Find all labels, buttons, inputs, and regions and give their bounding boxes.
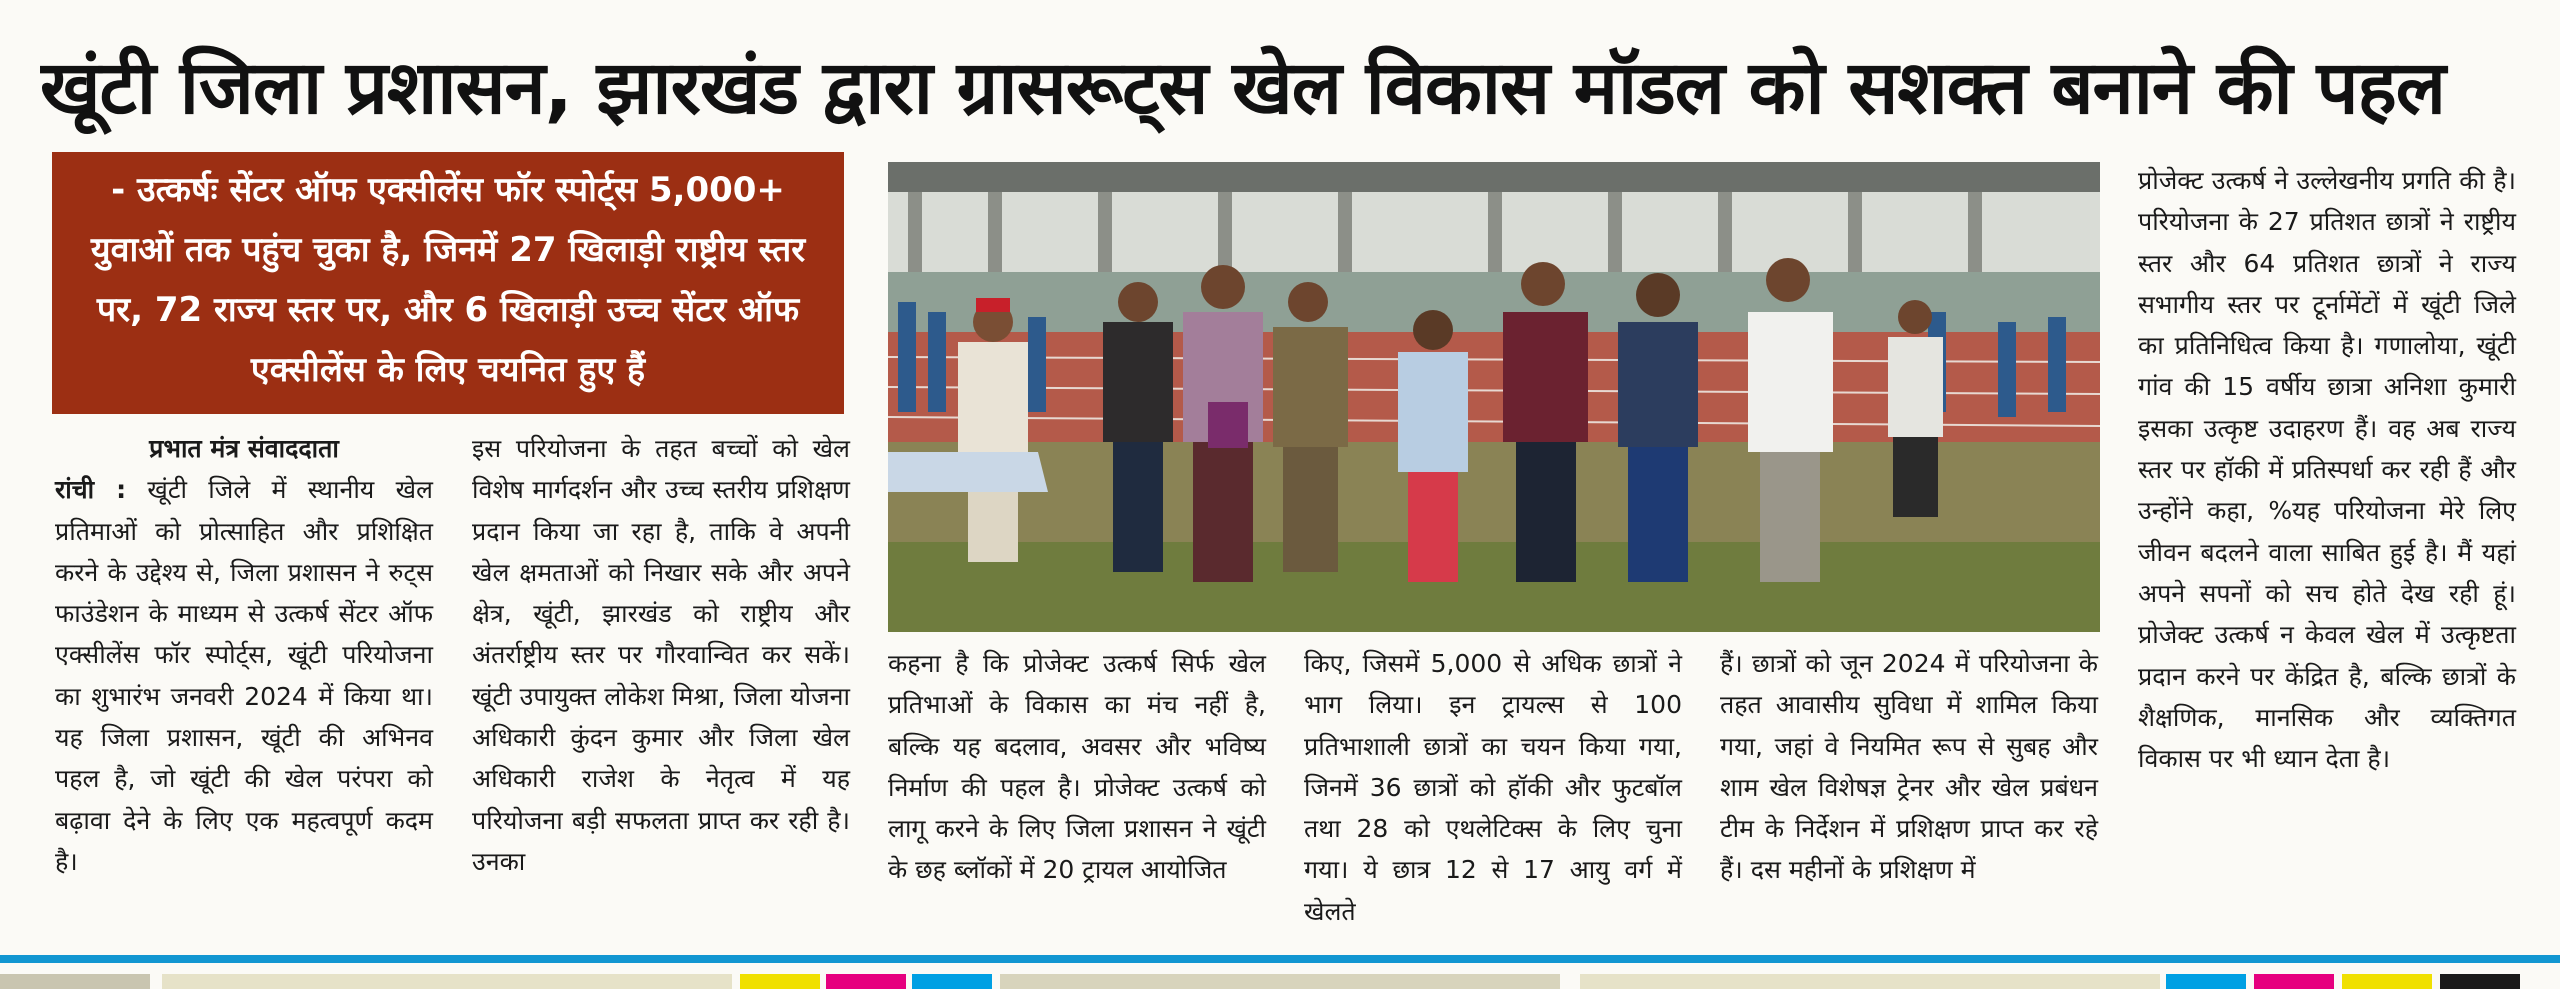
article-column-3 (888, 643, 1266, 891)
officials-at-stadium-photo (888, 162, 2100, 632)
dateline: रांची : (55, 475, 127, 505)
color-swatch (1000, 974, 1560, 989)
article-column-2 (472, 428, 850, 882)
column-4-text: किए, जिसमें 5,000 से अधिक छात्रों ने भाग लिया। इन ट्रायल्स से 100 प्रतिभाशाली छात्रों का चयन किया गया, जिनमें 36 छात्रों को हॉकी और फुटबॉल तथा 28 को एथलेटिक्स के लिए चुना गया। ये छात्र 12 से 17 आयु वर्ग में खेलते (1304, 649, 1682, 926)
column-1-text: खूंटी जिले में स्थानीय खेल प्रतिमाओं को प्रोत्साहित और प्रशिक्षित करने के उद्देश्य से, जिला प्रशासन ने रुट्स फाउंडेशन के माध्यम से उत्कर्ष सेंटर ऑफ एक्सीलेंस फॉर स्पोर्ट्स, खूंटी परियोजना का शुभारंभ जनवरी 2024 में किया था। यह जिला प्रशासन, खूंटी की अभिनव पहल है, जो खूंटी की खेल परंपरा को बढ़ावा देने के लिए एक महत्वपूर्ण कदम है। (55, 475, 433, 876)
column-3-text: कहना है कि प्रोजेक्ट उत्कर्ष सिर्फ खेल प्रतिभाओं के विकास का मंच नहीं है, बल्कि यह बदलाव, अवसर और भविष्य निर्माण की पहल है। प्रोजेक्ट उत्कर्ष को लागू करने के लिए जिला प्रशासन ने खूंटी के छह ब्लॉकों में 20 ट्रायल आयोजित (888, 649, 1266, 885)
bottom-rule (0, 955, 2560, 963)
color-swatch (826, 974, 906, 989)
color-swatch (912, 974, 992, 989)
column-6-text: प्रोजेक्ट उत्कर्ष ने उल्लेखनीय प्रगति की है। परियोजना के 27 प्रतिशत छात्रों ने राष्ट्रीय स्तर और 64 प्रतिशत छात्रों ने राज्य सभागीय स्तर पर टूर्नामेंटों में खूंटी जिले का प्रतिनिधित्व किया है। गणालोया, खूंटी गांव की 15 वर्षीय छात्रा अनिशा कुमारी इसका उत्कृष्ट उदाहरण हैं। वह अब राज्य स्तर पर हॉकी में प्रतिस्पर्धा कर रही हैं और उन्होंने कहा, %यह परियोजना मेरे लिए जीवन बदलने वाला साबित हुई है। मैं यहां अपने सपनों को सच होते देख रही हूं। प्रोजेक्ट उत्कर्ष न केवल खेल में उत्कृष्टता प्रदान करने पर केंद्रित है, बल्कि छात्रों के शैक्षणिक, मानसिक और व्यक्तिगत विकास पर भी ध्यान देता है। (2138, 166, 2516, 774)
article-column-6 (2138, 160, 2516, 779)
article-column-1 (55, 428, 433, 882)
color-swatch (162, 974, 732, 989)
color-swatch (740, 974, 820, 989)
column-2-text: इस परियोजना के तहत बच्चों को खेल विशेष मार्गदर्शन और उच्च स्तरीय प्रशिक्षण प्रदान किया जा रहा है, ताकि वे अपनी खेल क्षमताओं को निखार सके और अपने क्षेत्र, खूंटी, झारखंड को राष्ट्रीय और अंतर्राष्ट्रीय स्तर पर गौरवान्वित कर सकें। खूंटी उपायुक्त लोकेश मिश्रा, जिला योजना अधिकारी कुंदन कुमार और जिला खेल अधिकारी राजेश के नेतृत्व में यह परियोजना बड़ी सफलता प्राप्त कर रही है। उनका (472, 434, 850, 876)
color-swatch (2440, 974, 2520, 989)
color-swatch (1580, 974, 2160, 989)
article-column-5 (1720, 643, 2098, 891)
article-column-4 (1304, 643, 1682, 932)
column-5-text: हैं। छात्रों को जून 2024 में परियोजना के तहत आवासीय सुविधा में शामिल किया गया, जहां वे नियमित रूप से सुबह और शाम खेल विशेषज्ञ ट्रेनर और खेल प्रबंधन टीम के निर्देशन में प्रशिक्षण प्राप्त कर रहे हैं। दस महीनों के प्रशिक्षण में (1720, 649, 2098, 885)
color-swatch (2166, 974, 2246, 989)
color-swatch (0, 974, 150, 989)
news-photo (888, 162, 2100, 632)
byline: प्रभात मंत्र संवाददाता (149, 434, 339, 463)
headline: खूंटी जिला प्रशासन, झारखंड द्वारा ग्रासरूट्स खेल विकास मॉडल को सशक्त बनाने की पहल (40, 45, 2445, 131)
color-swatch (2254, 974, 2334, 989)
color-swatch (2342, 974, 2432, 989)
highlight-callout: - उत्कर्षः सेंटर ऑफ एक्सीलेंस फॉर स्पोर्ट्स 5,000+ युवाओं तक पहुंच चुका है, जिनमें 27 खिलाड़ी राष्ट्रीय स्तर पर, 72 राज्य स्तर पर, और 6 खिलाड़ी उच्च सेंटर ऑफ एक्सीलेंस के लिए चयनित हुए हैं (52, 152, 844, 414)
